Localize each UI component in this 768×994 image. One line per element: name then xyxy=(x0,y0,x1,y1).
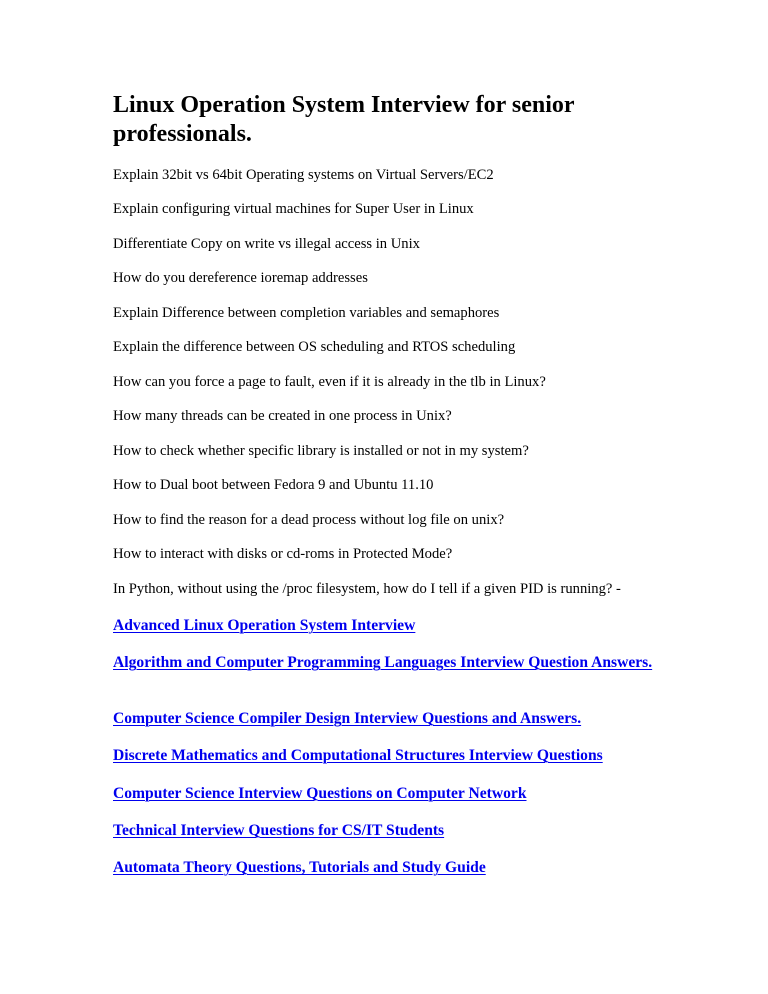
question-item: How to interact with disks or cd-roms in Protected Mode? xyxy=(113,546,453,562)
question-item: How do you dereference ioremap addresses xyxy=(113,270,368,286)
question-item: How many threads can be created in one process in Unix? xyxy=(113,408,452,424)
question-item: How to check whether specific library is installed or not in my system? xyxy=(113,443,529,459)
question-item: How can you force a page to fault, even if it is already in the tlb in Linux? xyxy=(113,374,546,390)
link-technical-interview-cs-it[interactable]: Technical Interview Questions for CS/IT Students xyxy=(113,822,445,839)
link-automata-theory-guide[interactable]: Automata Theory Questions, Tutorials and Study Guide xyxy=(113,859,486,876)
question-item: Explain configuring virtual machines for Super User in Linux xyxy=(113,201,474,217)
question-item: Explain the difference between OS scheduling and RTOS scheduling xyxy=(113,339,516,355)
link-compiler-design-interview[interactable]: Computer Science Compiler Design Interview Questions and Answers. xyxy=(113,710,582,727)
link-algorithm-programming-interview[interactable]: Algorithm and Computer Programming Languages Interview Question Answers. xyxy=(113,654,653,671)
question-item: Explain 32bit vs 64bit Operating systems on Virtual Servers/EC2 xyxy=(113,167,494,183)
page-title: Linux Operation System Interview for senior professionals. xyxy=(113,92,575,147)
question-item: How to find the reason for a dead process without log file on unix? xyxy=(113,512,505,528)
question-item: In Python, without using the /proc filesystem, how do I tell if a given PID is running? - xyxy=(113,581,621,597)
link-computer-network-interview[interactable]: Computer Science Interview Questions on Computer Network xyxy=(113,785,527,802)
link-advanced-linux-interview[interactable]: Advanced Linux Operation System Interview xyxy=(113,617,416,634)
question-item: Explain Difference between completion variables and semaphores xyxy=(113,305,500,321)
question-item: Differentiate Copy on write vs illegal access in Unix xyxy=(113,236,420,252)
link-discrete-mathematics-interview[interactable]: Discrete Mathematics and Computational Structures Interview Questions xyxy=(113,747,603,764)
question-item: How to Dual boot between Fedora 9 and Ubuntu 11.10 xyxy=(113,477,434,493)
